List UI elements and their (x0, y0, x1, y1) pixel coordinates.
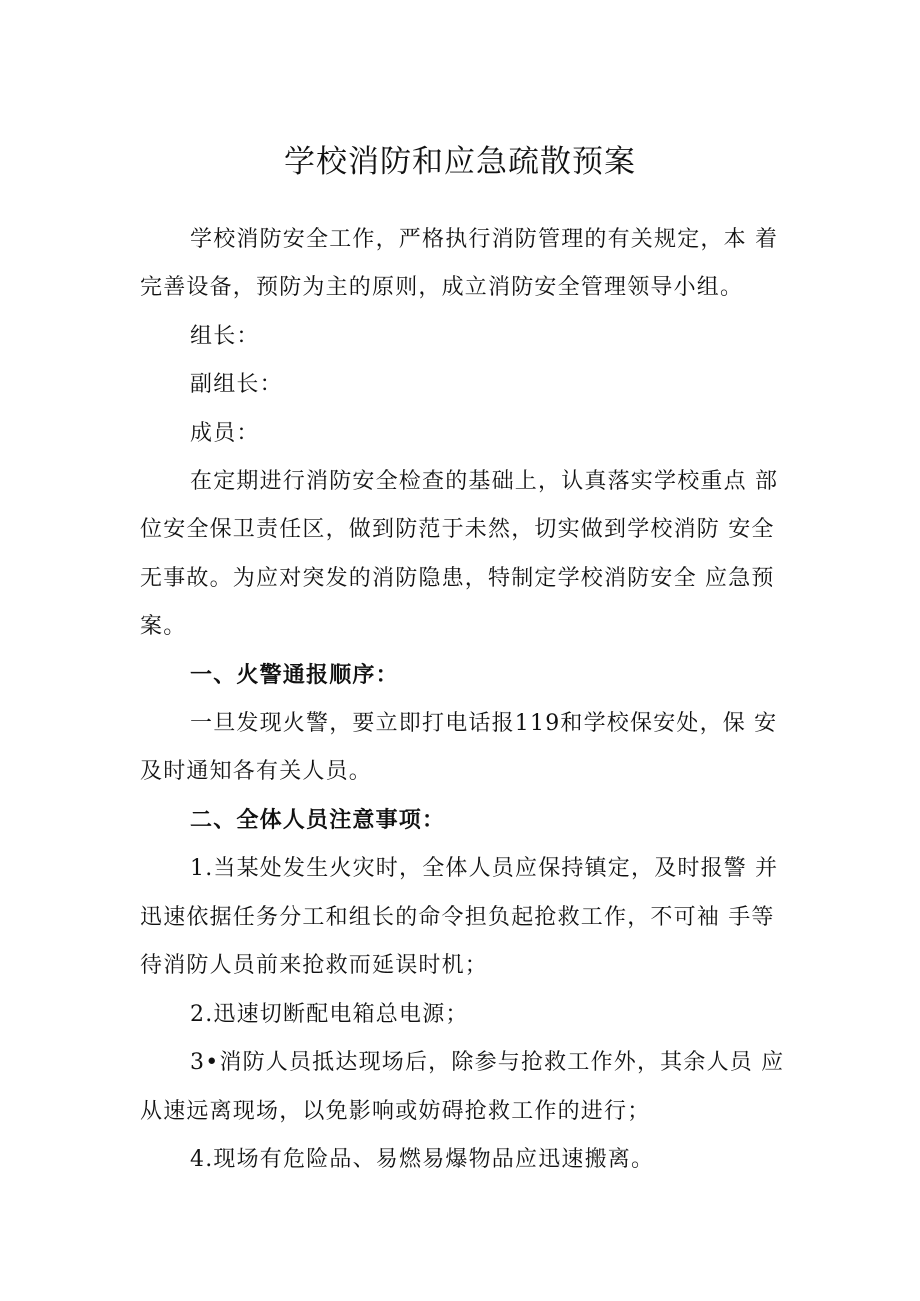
leader-label: 组长： (190, 324, 260, 349)
list-item-line: 迅速依据任务分工和组长的命令担负起抢救工作，不可袖 手等 (140, 905, 775, 930)
deputy-leader-label: 副组长： (190, 372, 283, 397)
list-item-line: 2.迅速切断配电箱总电源； (190, 1002, 469, 1027)
section-heading-fire-alarm: 一、火警通报顺序： (190, 663, 399, 688)
list-item-line: 3•消防人员抵达现场后，除参与抢救工作外，其余人员 应 (190, 1050, 785, 1075)
paragraph-line: 学校消防安全工作，严格执行消防管理的有关规定，本 着 (190, 227, 779, 252)
paragraph-line: 一旦发现火警，要立即打电话报119和学校保安处，保 安 (190, 711, 778, 736)
paragraph-line: 无事故。为应对突发的消防隐患，特制定学校消防安全 应急预 (140, 566, 775, 591)
paragraph-line: 完善设备，预防为主的原则，成立消防安全管理领导小组。 (140, 275, 744, 300)
paragraph-line: 案。 (140, 614, 187, 639)
members-label: 成员： (190, 421, 260, 446)
list-item-line: 从速远离现场，以免影响或妨碍抢救工作的进行； (140, 1099, 651, 1124)
paragraph-line: 位安全保卫责任区，做到防范于未然，切实做到学校消防 安全 (140, 517, 775, 542)
section-heading-precautions: 二、全体人员注意事项： (190, 808, 446, 833)
list-item-line: 4.现场有危险品、易燃易爆物品应迅速搬离。 (190, 1147, 655, 1172)
page-title: 学校消防和应急疏散预案 (284, 144, 636, 180)
paragraph-line: 在定期进行消防安全检查的基础上，认真落实学校重点 部 (190, 469, 779, 494)
list-item-line: 待消防人员前来抢救而延误时机； (140, 953, 489, 978)
paragraph-line: 及时通知各有关人员。 (140, 759, 373, 784)
list-item-line: 1.当某处发生火灾时，全体人员应保持镇定，及时报警 并 (190, 856, 779, 881)
